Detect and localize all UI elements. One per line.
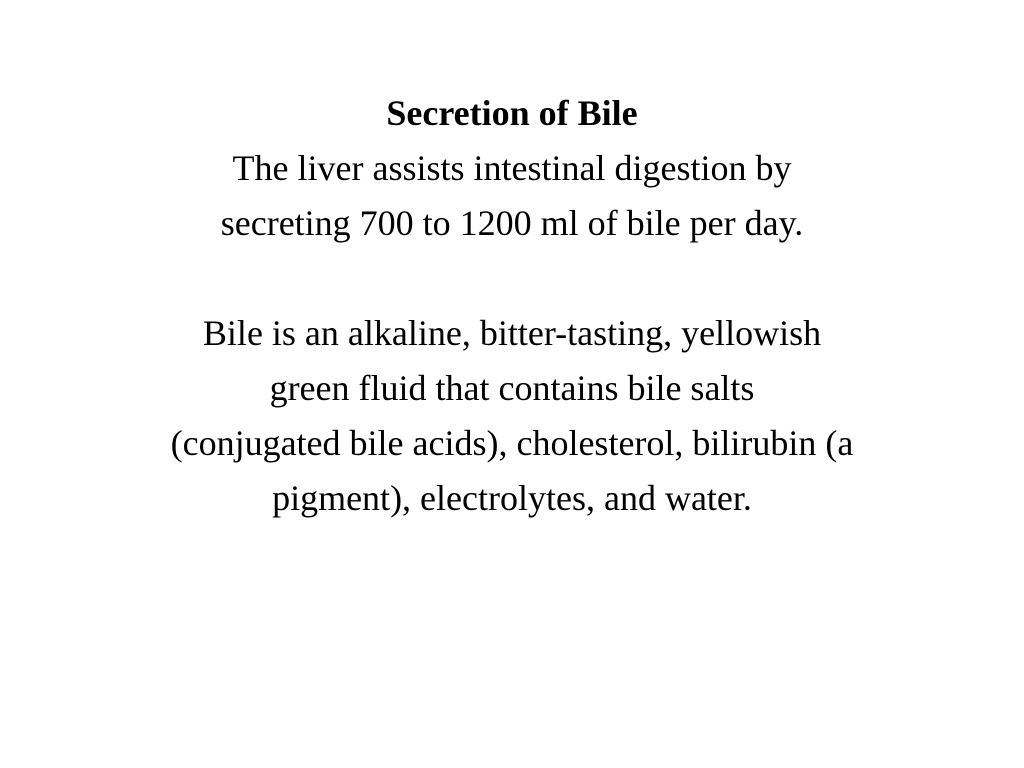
paragraph-1-line-1: The liver assists intestinal digestion by: [232, 148, 792, 188]
paragraph-2-line-1: Bile is an alkaline, bitter-tasting, yellowish: [202, 313, 822, 353]
paragraph-1-line-2: secreting 700 to 1200 ml of bile per day.: [220, 203, 804, 243]
slide-title: Secretion of Bile: [386, 93, 638, 133]
paragraph-spacer: [60, 251, 964, 306]
paragraph-2-line-3: (conjugated bile acids), cholesterol, bilirubin (a: [170, 423, 854, 463]
slide-body: [60, 86, 964, 526]
paragraph-2-line-4: pigment), electrolytes, and water.: [272, 478, 752, 518]
paragraph-2-line-2: green fluid that contains bile salts: [269, 368, 755, 408]
